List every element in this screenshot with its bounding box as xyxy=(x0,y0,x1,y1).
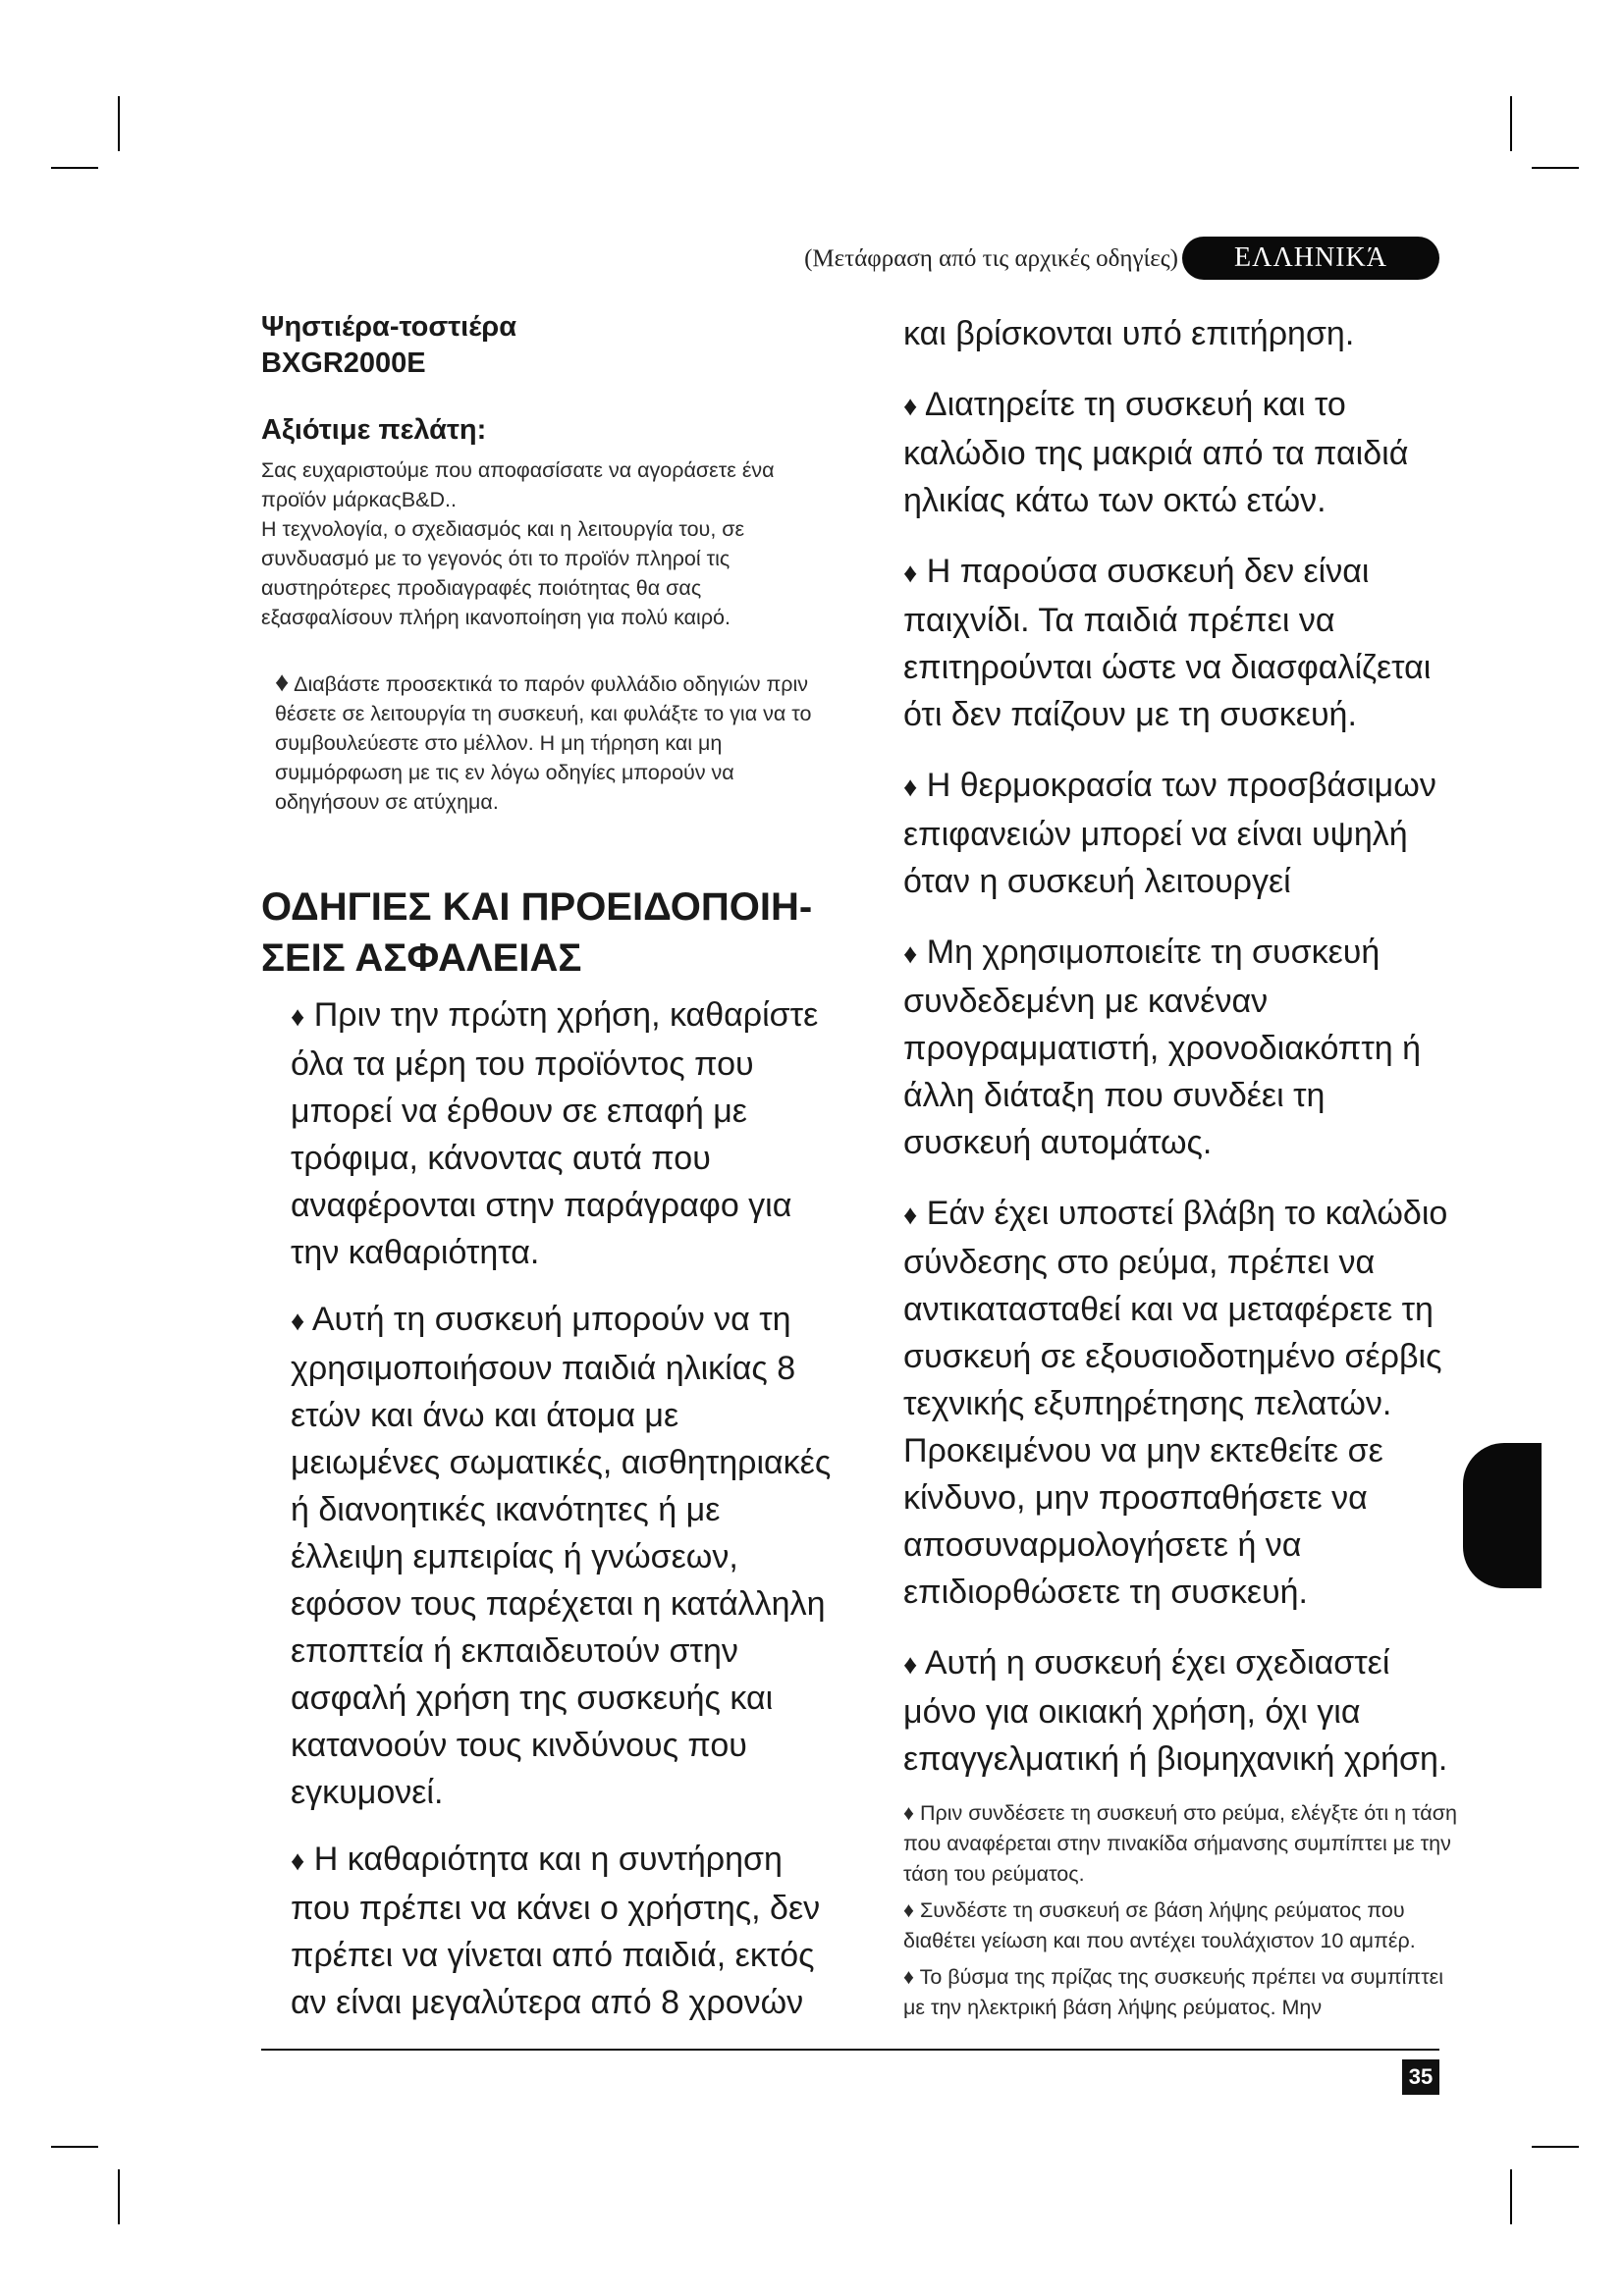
right-column xyxy=(903,310,1459,2029)
bullet-icon: ♦ xyxy=(903,1801,914,1825)
list-item: ♦ Αυτή τη συσκευή μπορούν να τη χρησιμοποιήσουν παιδιά ηλικίας 8 ετών και άνω και άτομα με μειωμένες σωματικές, αισθητηριακές ή διανοητικές ικανότητες ή με έλλειψη εμπειρίας ή γνώσεων, εφόσον τους παρέχεται η κατάλληλη εποπτεία ή εκπαιδευτούν στην ασφαλή χρήση της συσκευής και κατανοούν τους κινδύνους που εγκυμονεί. xyxy=(291,1301,832,1811)
intro-paragraph: Η τεχνολογία, ο σχεδιασμός και η λειτουργία του, σε συνδυασμό με το γεγονός ότι το προϊόν πληροί τις αυστηρότερες προδιαγραφές ποιότητας θα σας εξασφαλίσουν πλήρη ικανοποίηση για πολύ καιρό. xyxy=(261,517,745,629)
crop-mark xyxy=(51,2146,98,2148)
bullet-icon: ♦ xyxy=(291,1845,305,1876)
crop-mark xyxy=(51,167,98,169)
crop-mark xyxy=(118,2169,120,2224)
bullet-icon: ♦ xyxy=(291,1306,305,1336)
list-item: ♦ Διατηρείτε τη συσκευή και το καλώδιο της μακριά από τα παιδιά ηλικίας κάτω των οκτώ ετών. xyxy=(903,386,1409,519)
footer-rule xyxy=(261,2049,1439,2051)
bullet-icon: ♦ xyxy=(903,938,918,969)
safety-list-right xyxy=(903,381,1459,1783)
list-item: ♦ Το βύσμα της πρίζας της συσκευής πρέπει να συμπίπτει με την ηλεκτρική βάση λήψης ρεύματος. Μην xyxy=(903,1965,1444,2019)
list-item: ♦ Μη χρησιμοποιείτε τη συσκευή συνδεδεμένη με κανέναν προγραμματιστή, χρονοδιακόπτη ή άλλη διάταξη που συνδέει τη συσκευή αυτομάτως. xyxy=(903,934,1422,1161)
section-heading xyxy=(261,881,836,984)
intro-paragraph: Σας ευχαριστούμε που αποφασίσατε να αγοράσετε ένα προϊόν μάρκαςB&D.. xyxy=(261,458,775,511)
left-column xyxy=(261,309,836,2046)
bullet-icon: ♦ xyxy=(291,1001,305,1032)
section-thumb-tab xyxy=(1463,1443,1542,1588)
bullet-icon: ♦ xyxy=(903,558,918,588)
list-item: ♦ Η θερμοκρασία των προσβάσιμων επιφανειών μπορεί να είναι υψηλή όταν η συσκευή λειτουργεί xyxy=(903,767,1436,900)
page-number: 35 xyxy=(1402,2059,1439,2095)
electrical-safety-list xyxy=(903,1798,1459,2023)
crop-mark xyxy=(118,96,120,151)
reading-note xyxy=(275,667,836,817)
crop-mark xyxy=(1532,167,1579,169)
list-item: ♦ Εάν έχει υποστεί βλάβη το καλώδιο σύνδεσης στο ρεύμα, πρέπει να αντικατασταθεί και να μεταφέρετε τη συσκευή σε εξουσιοδοτημένο σέρβις τεχνικής εξυπηρέτησης πελατών. Προκειμένου να μην εκτεθείτε σε κίνδυνο, μην προσπαθήσετε να αποσυναρμολογήσετε ή να επιδιορθώσετε τη συσκευή. xyxy=(903,1195,1448,1611)
greeting: Αξιότιμε πελάτη: xyxy=(261,414,487,446)
section-heading-line: ΣΕΙΣ ΑΣΦΑΛΕΙΑΣ xyxy=(261,936,582,980)
bullet-icon: ♦ xyxy=(903,1200,918,1230)
list-item: ♦ Η παρούσα συσκευή δεν είναι παιχνίδι. Τα παιδιά πρέπει να επιτηρούνται ώστε να διασφαλίζεται ότι δεν παίζουν με τη συσκευή. xyxy=(903,553,1432,733)
continued-text: και βρίσκονται υπό επιτήρηση. xyxy=(903,315,1355,352)
list-item: ♦ Συνδέστε τη συσκευή σε βάση λήψης ρεύματος που διαθέτει γείωση και που αντέχει τουλάχιστον 10 αμπέρ. xyxy=(903,1898,1416,1952)
language-badge: ΕΛΛΗΝΙΚΆ xyxy=(1182,237,1439,280)
bullet-icon: ♦ xyxy=(903,1898,914,1922)
list-item: ♦ Πριν συνδέσετε τη συσκευή στο ρεύμα, ελέγξτε ότι η τάση που αναφέρεται στην πινακίδα σήμανσης συμπίπτει με την τάση του ρεύματος. xyxy=(903,1801,1457,1886)
crop-mark xyxy=(1532,2146,1579,2148)
product-name: Ψηστιέρα-τοστιέρα xyxy=(261,311,517,343)
list-item: ♦ Πριν την πρώτη χρήση, καθαρίστε όλα τα μέρη του προϊόντος που μπορεί να έρθουν σε επαφή με τρόφιμα, κάνοντας αυτά που αναφέρονται στην παράγραφο για την καθαριότητα. xyxy=(291,996,819,1271)
bullet-icon: ♦ xyxy=(903,391,918,421)
reading-note-text: Διαβάστε προσεκτικά το παρόν φυλλάδιο οδηγιών πριν θέσετε σε λειτουργία τη συσκευή, και φυλάξτε το για να το συμβουλεύεστε στο μέλλον. Η μη τήρηση και μη συμμόρφωση με τις εν λόγω οδηγίες μπορούν να οδηγήσουν σε ατύχημα. xyxy=(275,672,812,814)
list-item: ♦ Αυτή η συσκευή έχει σχεδιαστεί μόνο για οικιακή χρήση, όχι για επαγγελματική ή βιομηχανική χρήση. xyxy=(903,1644,1448,1778)
section-heading-line: ΟΔΗΓΙΕΣ ΚΑΙ ΠΡΟΕΙΔΟΠΟΙΗ- xyxy=(261,885,813,929)
bullet-icon: ♦ xyxy=(903,1965,914,1989)
bullet-icon: ♦ xyxy=(275,667,290,697)
bullet-icon: ♦ xyxy=(903,772,918,802)
crop-mark xyxy=(1510,96,1512,151)
crop-mark xyxy=(1510,2169,1512,2224)
translation-note: (Μετάφραση από τις αρχικές οδηγίες) xyxy=(804,245,1178,272)
safety-list-left xyxy=(261,991,836,2026)
product-model: BXGR2000E xyxy=(261,347,426,379)
list-item: ♦ Η καθαριότητα και η συντήρηση που πρέπει να κάνει ο χρήστης, δεν πρέπει να γίνεται από παιδιά, εκτός αν είναι μεγαλύτερα από 8 χρονών xyxy=(291,1841,821,2021)
bullet-icon: ♦ xyxy=(903,1649,918,1680)
